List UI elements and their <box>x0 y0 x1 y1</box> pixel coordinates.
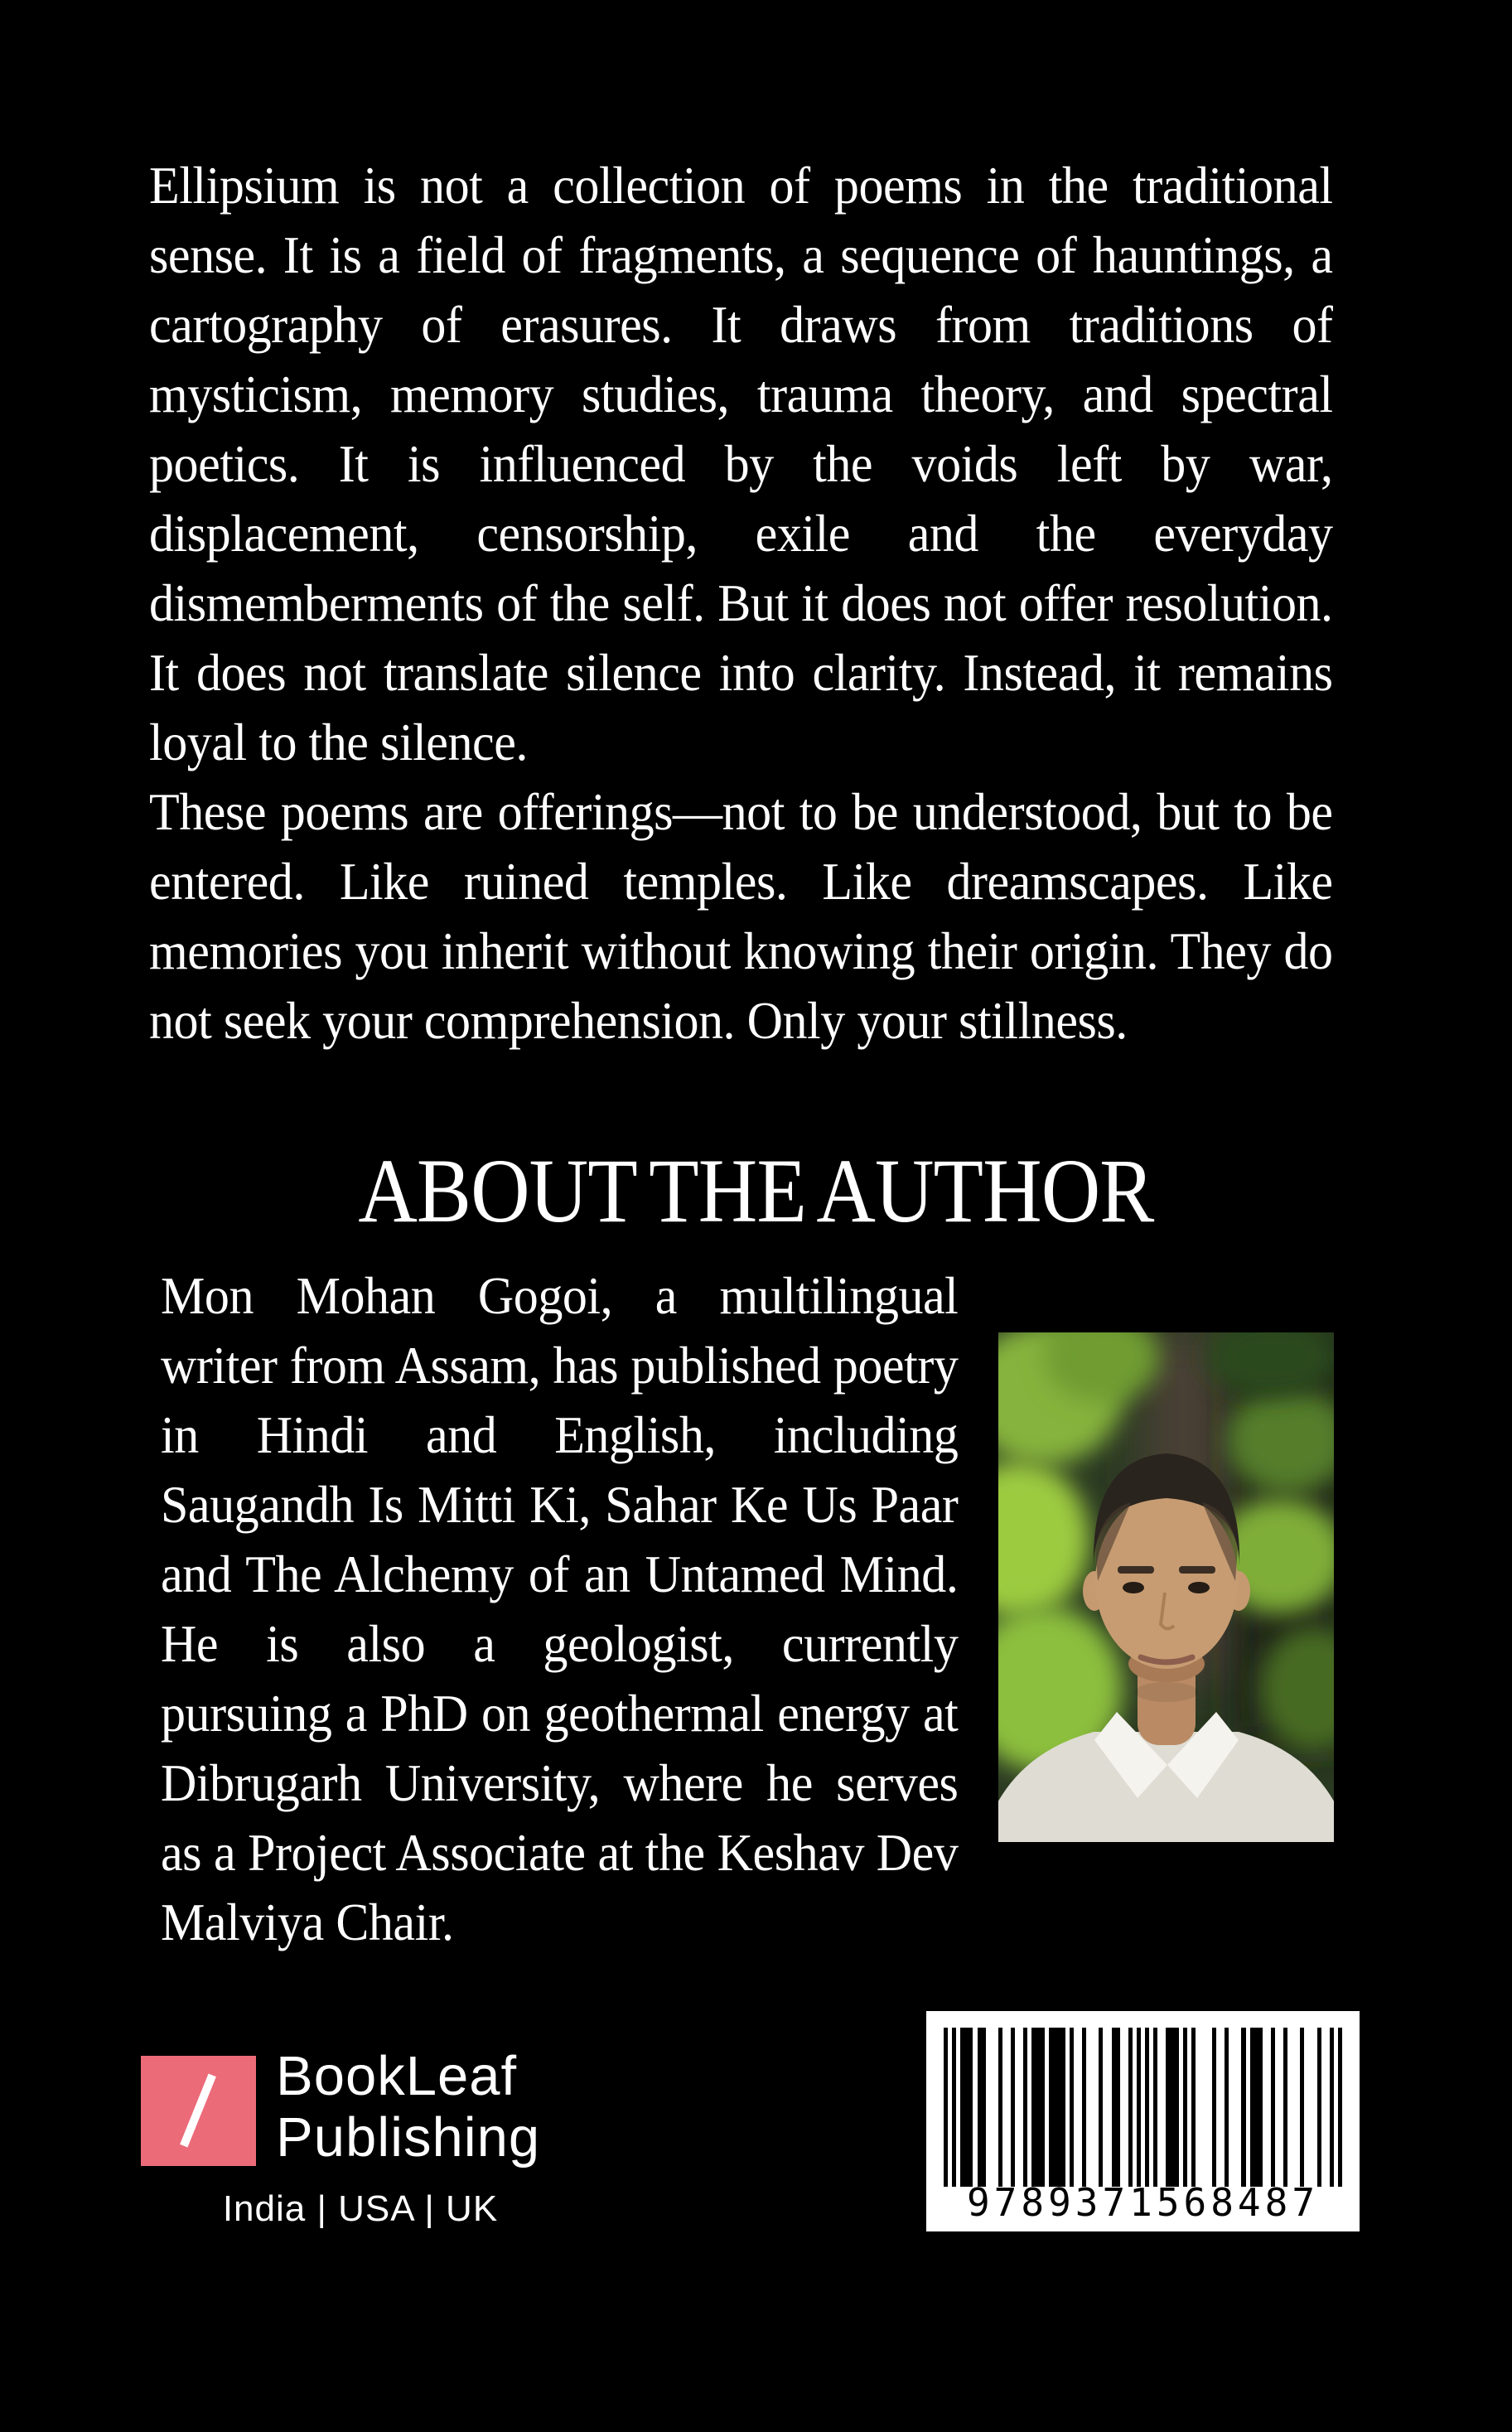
publisher-name <box>276 2046 540 2168</box>
barcode-bars <box>944 2028 1342 2187</box>
barcode-bar <box>1338 2028 1342 2187</box>
synopsis-paragraph-2: These poems are offerings—not to be understood, but to be entered. Like ruined temples. Like dreamscapes. Like memories you inherit without knowing their origin. They do not seek your comprehension. Only your stillness. <box>149 782 1333 1050</box>
about-the-author-heading <box>0 1140 1512 1241</box>
author-bio-text: Mon Mohan Gogoi, a multilingual writer from Assam, has published poetry in Hindi and English, including Saugandh Is Mitti Ki, Sahar Ke Us Paar and The Alchemy of an Untamed Mind. He is also a geologist, currently pursuing a PhD on geothermal energy at Dibrugarh University, where he serves as a Project Associate at the Keshav Dev Malviya Chair. <box>161 1266 959 1951</box>
author-portrait-illustration <box>998 1332 1334 1842</box>
author-bio <box>161 1261 958 1957</box>
publisher-name-line1: BookLeaf <box>276 2045 518 2107</box>
barcode-number: 9789371568487 <box>966 2180 1320 2225</box>
slash-icon <box>180 2073 216 2147</box>
about-the-author-heading-text: ABOUT THE AUTHOR <box>358 1140 1154 1241</box>
bookleaf-logo-icon <box>141 2056 256 2166</box>
publisher-name-line2: Publishing <box>276 2106 541 2168</box>
author-photo <box>998 1332 1334 1842</box>
synopsis <box>149 151 1333 1056</box>
barcode <box>926 2011 1360 2231</box>
publisher-regions: India | USA | UK <box>222 2188 499 2229</box>
synopsis-paragraph-1: Ellipsium is not a collection of poems in the traditional sense. It is a field of fragments, a sequence of hauntings, a cartography of erasures. It draws from traditions of mysticism, memory studies, trauma theory, and spectral poetics. It is influenced by the voids left by war, displacement, censorship, exile and the everyday dismemberments of the self. But it does not offer resolution. It does not translate silence into clarity. Instead, it remains loyal to the silence. <box>149 156 1333 771</box>
